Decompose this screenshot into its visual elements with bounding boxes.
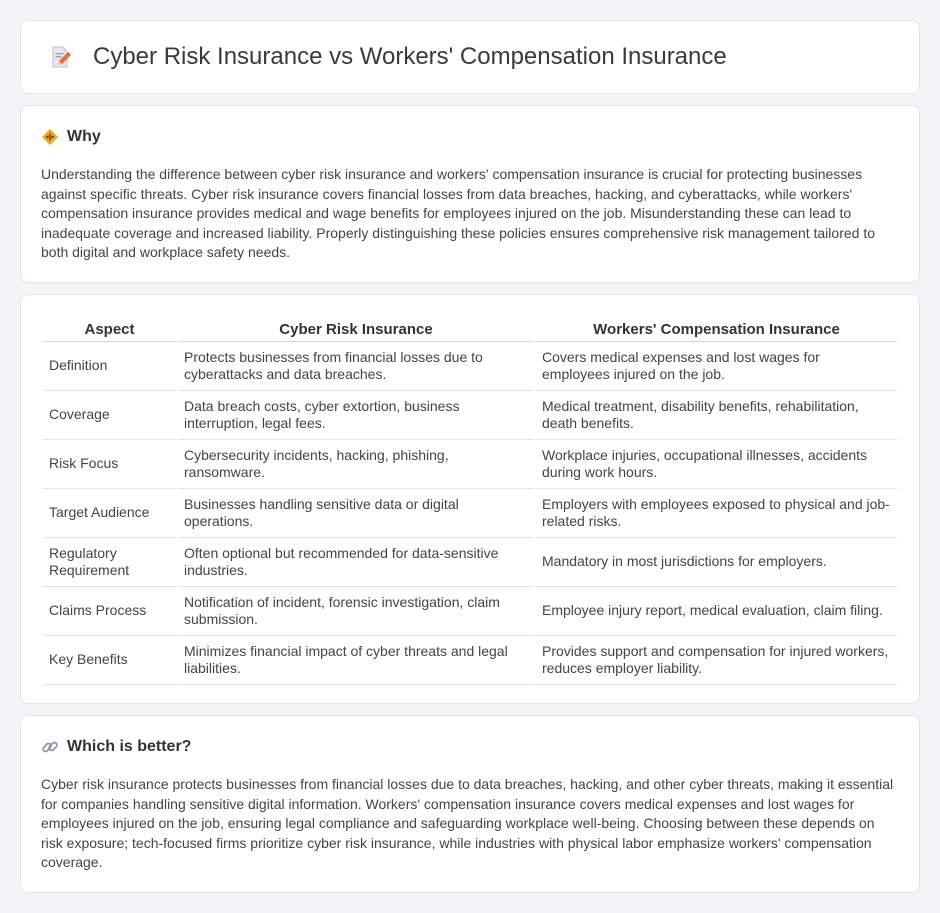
why-section	[20, 105, 920, 283]
cyber-cell: Often optional but recommended for data-sensitive industries.	[178, 538, 534, 587]
table-row	[43, 342, 897, 391]
page-title: Cyber Risk Insurance vs Workers' Compensation Insurance	[93, 43, 727, 70]
header-cyber: Cyber Risk Insurance	[178, 315, 534, 342]
aspect-cell: Claims Process	[43, 587, 176, 636]
workers-cell: Covers medical expenses and lost wages for employees injured on the job.	[536, 342, 897, 391]
cyber-cell: Businesses handling sensitive data or digital operations.	[178, 489, 534, 538]
better-section	[20, 715, 920, 893]
cyber-cell: Protects businesses from financial losses due to cyberattacks and data breaches.	[178, 342, 534, 391]
workers-cell: Provides support and compensation for injured workers, reduces employer liability.	[536, 636, 897, 685]
aspect-cell: Key Benefits	[43, 636, 176, 685]
workers-cell: Mandatory in most jurisdictions for employers.	[536, 538, 897, 587]
header-aspect: Aspect	[43, 315, 176, 342]
workers-cell: Workplace injuries, occupational illnesses, accidents during work hours.	[536, 440, 897, 489]
table-row	[43, 636, 897, 685]
aspect-cell: Coverage	[43, 391, 176, 440]
header-workers: Workers' Compensation Insurance	[536, 315, 897, 342]
workers-cell: Employee injury report, medical evaluation, claim filing.	[536, 587, 897, 636]
aspect-cell: Target Audience	[43, 489, 176, 538]
table-row	[43, 391, 897, 440]
aspect-cell: Definition	[43, 342, 176, 391]
table-row	[43, 489, 897, 538]
aspect-cell: Risk Focus	[43, 440, 176, 489]
why-heading: Why	[67, 128, 101, 145]
document-pencil-icon	[47, 44, 73, 70]
workers-cell: Medical treatment, disability benefits, rehabilitation, death benefits.	[536, 391, 897, 440]
better-heading: Which is better?	[67, 738, 192, 755]
better-text: Cyber risk insurance protects businesses from financial losses due to data breaches, hacking, and other cyber threats, making it essential for companies handling sensitive digital information. Workers' compensation insurance covers medical expenses and lost wages for employees injured on the job, ensuring legal compliance and safeguarding workplace well-being. Choosing between these depends on risk exposure; tech-focused firms prioritize cyber risk insurance, while industries with physical labor emphasize workers' compensation coverage.	[41, 776, 894, 870]
table-row	[43, 538, 897, 587]
comparison-table	[41, 315, 899, 685]
link-icon	[41, 738, 59, 756]
cyber-cell: Data breach costs, cyber extortion, business interruption, legal fees.	[178, 391, 534, 440]
aspect-cell: Regulatory Requirement	[43, 538, 176, 587]
cyber-cell: Minimizes financial impact of cyber threats and legal liabilities.	[178, 636, 534, 685]
cyber-cell: Cybersecurity incidents, hacking, phishing, ransomware.	[178, 440, 534, 489]
comparison-table-card	[20, 294, 920, 704]
table-row	[43, 440, 897, 489]
table-row	[43, 587, 897, 636]
why-text: Understanding the difference between cyber risk insurance and workers' compensation insurance is crucial for protecting businesses against specific threats. Cyber risk insurance covers financial losses from data breaches, hacking, and cyberattacks, while workers' compensation insurance provides medical and wage benefits for employees injured on the job. Misunderstanding these can lead to inadequate coverage and increased liability. Properly distinguishing these policies ensures comprehensive risk management tailored to both digital and workplace safety needs.	[41, 166, 875, 260]
cyber-cell: Notification of incident, forensic investigation, claim submission.	[178, 587, 534, 636]
workers-cell: Employers with employees exposed to physical and job-related risks.	[536, 489, 897, 538]
diamond-warning-icon	[41, 128, 59, 146]
title-card	[20, 20, 920, 94]
table-header-row	[43, 315, 897, 342]
